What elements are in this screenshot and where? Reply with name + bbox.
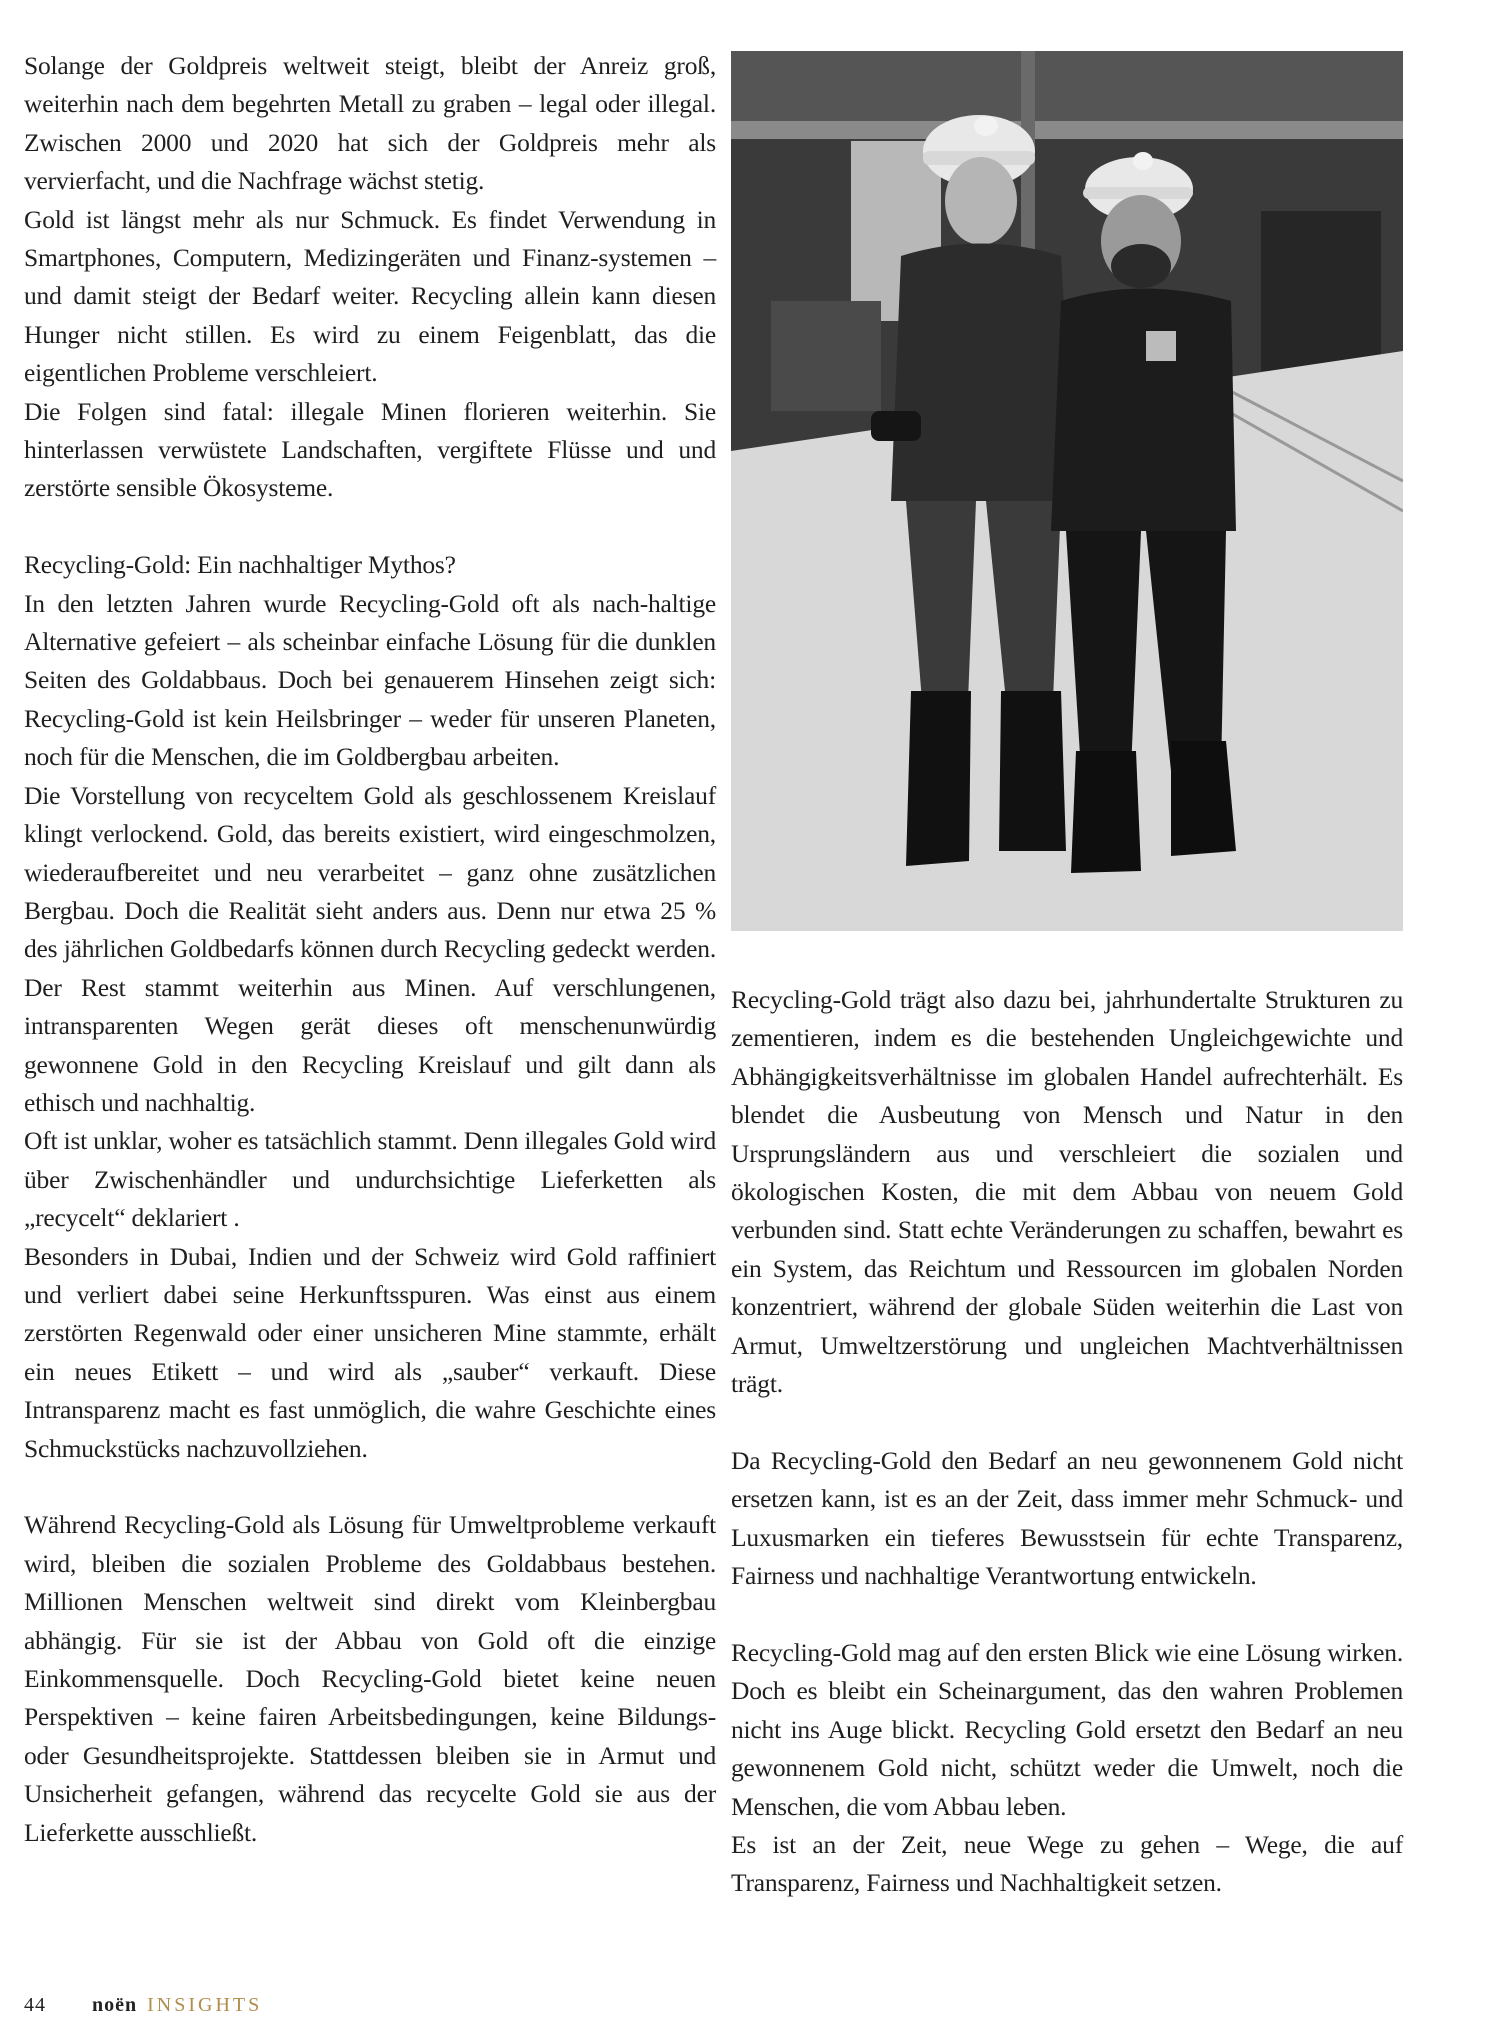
paragraph-gold-price: Solange der Goldpreis weltweit steigt, bleibt der Anreiz groß, weiterhin nach dem begehrten Metall zu graben – legal oder illegal. Zwischen 2000 und 2020 hat sich der Goldpreis mehr als vervierfacht, und die Nachfrage wächst stetig. [24, 51, 716, 196]
paragraph-consequences: Die Folgen sind fatal: illegale Minen florieren weiterhin. Sie hinterlassen verwüstete Landschaften, vergiftete Flüsse und und zerstörte sensible Ökosysteme. [24, 396, 716, 503]
paragraph-social-problems: Während Recycling-Gold als Lösung für Umweltprobleme verkauft wird, bleiben die sozialen Probleme des Goldabbaus bestehen. Millionen Menschen weltweit sind direkt vom Kleinbergbau abhängig. Für sie ist der Abbau von Gold oft die einzige Einkommensquelle. Doch Recycling-Gold bietet keine neuen Perspektiven – keine fairen Arbeitsbedingungen, keine Bildungs- oder Gesundheitsprojekte. Stattdessen bleiben sie in Armut und Unsicherheit gefangen, während das recycelte Gold sie aus der Lieferkette ausschließt. [24, 1510, 716, 1847]
paragraph-brands: Da Recycling-Gold den Bedarf an neu gewonnenem Gold nicht ersetzen kann, ist es an der Zeit, dass immer mehr Schmuck- und Luxusmarken ein tieferes Bewusstsein für echte Transparenz, Fairness und nachhaltige Verantwortung entwickeln. [731, 1445, 1403, 1591]
paragraph-new-ways: Es ist an der Zeit, neue Wege zu gehen – Wege, die auf Transparenz, Fairness und Nachhaltigkeit setzen. [731, 1829, 1403, 1898]
left-column [24, 47, 716, 1852]
paragraph-conclusion: Recycling-Gold mag auf den ersten Blick wie eine Lösung wirken. Doch es bleibt ein Scheinargument, das den wahren Problemen nicht ins Auge blickt. Recycling Gold ersetzt den Bedarf an neu gewonnenem Gold nicht, schützt weder die Umwelt, noch die Menschen, die vom Abbau leben. [731, 1637, 1403, 1821]
photo-miners [731, 51, 1403, 931]
paragraph-gold-uses: Gold ist längst mehr als nur Schmuck. Es findet Verwendung in Smartphones, Computern, Medizingeräten und Finanz-systemen – und damit steigt der Bedarf weiter. Recycling allein kann diesen Hunger nicht stillen. Es wird zu einem Feigenblatt, das die eigentlichen Probleme verschleiert. [24, 204, 716, 388]
magazine-section: INSIGHTS [147, 1994, 263, 2016]
magazine-brand: noën [92, 1994, 138, 2016]
paragraph-origin-unclear: Oft ist unklar, woher es tatsächlich stammt. Denn illegales Gold wird über Zwischenhändler und undurchsichtige Lieferketten als „recycelt“ deklariert . [24, 1126, 716, 1233]
paragraph-structures: Recycling-Gold trägt also dazu bei, jahrhundertalte Strukturen zu zementieren, indem es die bestehenden Ungleichgewichte und Abhängigkeitsverhältnisse im globalen Handel aufrechterhält. Es blendet die Ausbeutung von Mensch und Natur in den Ursprungsländern aus und verschleiert die sozialen und ökologischen Kosten, die mit dem Abbau von neuem Gold verbunden sind. Statt echte Veränderungen zu schaffen, bewahrt es ein System, das Reichtum und Ressourcen im globalen Norden konzentriert, während der globale Süden weiterhin die Last von Armut, Umweltzerstörung und ungleichen Machtverhältnissen trägt. [731, 985, 1403, 1399]
page-footer [24, 1994, 262, 2017]
right-column [731, 981, 1403, 1903]
paragraph-refining: Besonders in Dubai, Indien und der Schweiz wird Gold raffiniert und verliert dabei seine Herkunftsspuren. Was einst aus einem zerstörten Regenwald oder einer unsicheren Mine stammte, erhält ein neues Etikett – und wird als „sauber“ verkauft. Diese Intransparenz macht es fast unmöglich, die wahre Geschichte eines Schmuckstücks nachzuvollziehen. [24, 1241, 716, 1463]
paragraph-recycling-myth: In den letzten Jahren wurde Recycling-Gold oft als nach-haltige Alternative gefeiert – als scheinbar einfache Lösung für die dunklen Seiten des Goldabbaus. Doch bei genauerem Hinsehen zeigt sich: Recycling-Gold ist kein Heilsbringer – weder für unseren Planeten, noch für die Menschen, die im Goldbergbau arbeiten. [24, 588, 716, 772]
section-heading: Recycling-Gold: Ein nachhaltiger Mythos? [24, 550, 456, 580]
page-number: 44 [24, 1994, 46, 2016]
paragraph-closed-loop: Die Vorstellung von recyceltem Gold als geschlossenem Kreislauf klingt verlockend. Gold, das bereits existiert, wird eingeschmolzen, wiederaufbereitet und neu verarbeitet – ganz ohne zusätzlichen Bergbau. Doch die Realität sieht anders aus. Denn nur etwa 25 % des jährlichen Goldbedarfs können durch Recycling gedeckt werden. Der Rest stammt weiterhin aus Minen. Auf verschlungenen, intransparenten Wegen gerät dieses oft menschenunwürdig gewonnene Gold in den Recycling Kreislauf und gilt dann als ethisch und nachhaltig. [24, 780, 716, 1117]
